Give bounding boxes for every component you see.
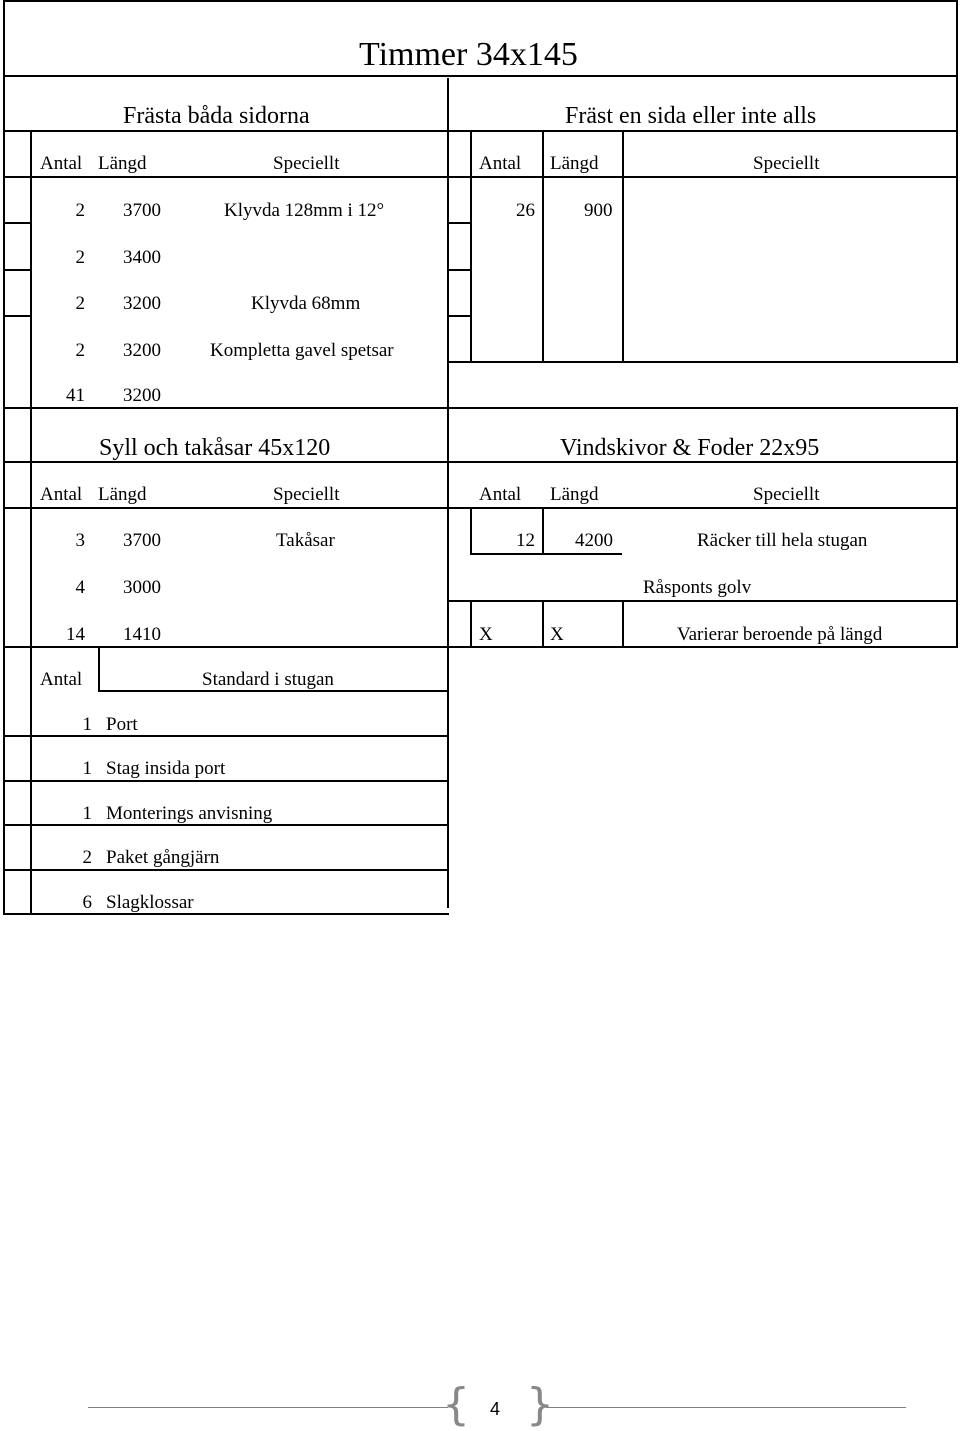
- header-speciellt: Speciellt: [273, 484, 340, 505]
- section-title-vindskivor-foder: Vindskivor & Foder 22x95: [560, 435, 820, 461]
- cell-antal: 12: [516, 530, 535, 551]
- cell-antal: 4: [75, 577, 85, 598]
- cell-langd: 1410: [123, 624, 161, 645]
- cell-antal: 2: [75, 340, 85, 361]
- header-antal: Antal: [40, 669, 83, 690]
- cell-antal: 2: [75, 200, 85, 221]
- section-title-standard-i-stugan: Standard i stugan: [202, 669, 334, 690]
- cell-langd: 3700: [123, 530, 161, 551]
- cell-langd: X: [550, 624, 564, 645]
- header-speciellt: Speciellt: [753, 153, 820, 174]
- cell-langd: 3700: [123, 200, 161, 221]
- cell-antal: 1: [82, 803, 92, 824]
- cell-langd: 3200: [123, 385, 161, 406]
- cell-speciellt: Räcker till hela stugan: [697, 530, 868, 551]
- cell-speciellt: Kompletta gavel spetsar: [210, 340, 394, 361]
- cell-antal: 2: [75, 293, 85, 314]
- page-title: Timmer 34x145: [359, 36, 578, 73]
- footer-rule-right: [546, 1407, 906, 1408]
- header-speciellt: Speciellt: [273, 153, 340, 174]
- footer-rule-left: [88, 1407, 448, 1408]
- left-bracket-icon: {: [442, 1379, 470, 1430]
- cell-antal: 1: [82, 714, 92, 735]
- right-bracket-icon: }: [526, 1379, 554, 1430]
- cell-antal: 6: [82, 892, 92, 913]
- cell-item: Paket gångjärn: [106, 847, 220, 868]
- cell-item: Port: [106, 714, 138, 735]
- header-antal: Antal: [479, 484, 522, 505]
- header-antal: Antal: [479, 153, 522, 174]
- cell-antal: 2: [75, 247, 85, 268]
- header-antal: Antal: [40, 153, 83, 174]
- header-speciellt: Speciellt: [753, 484, 820, 505]
- golv-title: Råsponts golv: [643, 577, 752, 598]
- cell-speciellt: Klyvda 128mm i 12°: [224, 200, 385, 221]
- cell-langd: 3000: [123, 577, 161, 598]
- cell-antal: 2: [82, 847, 92, 868]
- section-title-frasta-bada-sidorna: Frästa båda sidorna: [123, 103, 310, 129]
- cell-speciellt: Varierar beroende på längd: [677, 624, 883, 645]
- cell-antal: 3: [75, 530, 85, 551]
- cell-item: Stag insida port: [106, 758, 226, 779]
- cell-langd: 3200: [123, 340, 161, 361]
- section-title-frast-en-sida: Fräst en sida eller inte alls: [565, 103, 817, 129]
- cell-item: Slagklossar: [106, 892, 194, 913]
- header-langd: Längd: [98, 153, 147, 174]
- cell-item: Monterings anvisning: [106, 803, 273, 824]
- page-number: 4: [490, 1399, 501, 1419]
- cell-antal: 41: [66, 385, 85, 406]
- cell-langd: 900: [584, 200, 613, 221]
- section-title-syll-och-takasar: Syll och takåsar 45x120: [99, 435, 331, 461]
- cell-speciellt: Klyvda 68mm: [251, 293, 361, 314]
- cell-antal: 14: [66, 624, 85, 645]
- cell-antal: X: [479, 624, 493, 645]
- header-langd: Längd: [98, 484, 147, 505]
- cell-langd: 3200: [123, 293, 161, 314]
- header-langd: Längd: [550, 153, 599, 174]
- header-antal: Antal: [40, 484, 83, 505]
- cell-langd: 4200: [575, 530, 613, 551]
- cell-antal: 1: [82, 758, 92, 779]
- cell-speciellt: Takåsar: [276, 530, 335, 551]
- header-langd: Längd: [550, 484, 599, 505]
- cell-antal: 26: [516, 200, 535, 221]
- cell-langd: 3400: [123, 247, 161, 268]
